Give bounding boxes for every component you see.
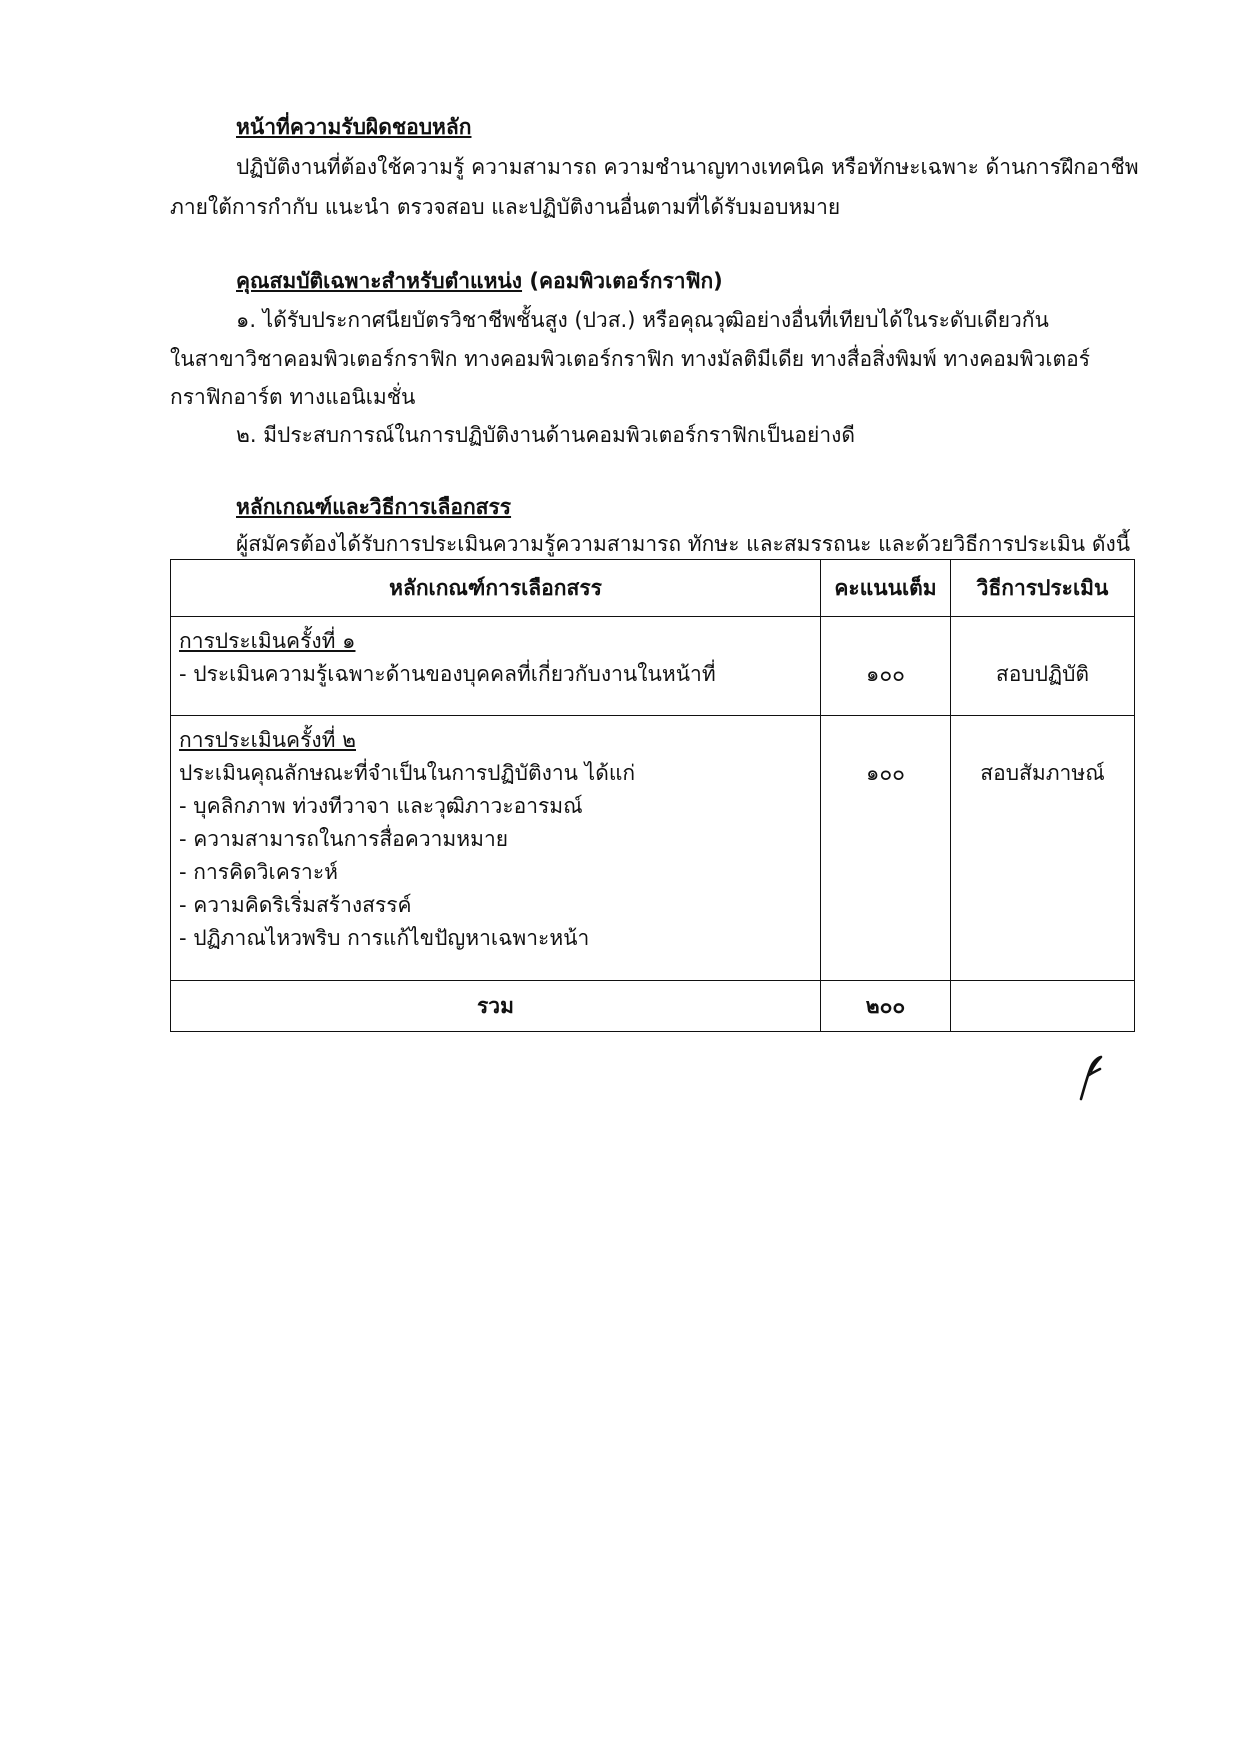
round-1-line-1: - ประเมินความรู้เฉพาะด้านของบุคคลที่เกี่ยวกับงานในหน้าที่ xyxy=(179,662,716,686)
round-2-line-5: - ความคิดริเริ่มสร้างสรรค์ xyxy=(179,893,412,917)
selection-intro: ผู้สมัครต้องได้รับการประเมินความรู้ความสามารถ ทักษะ และสมรรถนะ และด้วยวิธีการประเมิน ดังนี้ xyxy=(236,532,1131,556)
round-2-line-3: - ความสามารถในการสื่อความหมาย xyxy=(179,827,509,851)
qualification-item-1-line-1: ๑. ได้รับประกาศนียบัตรวิชาชีพชั้นสูง (ปวส.) หรือคุณวุฒิอย่างอื่นที่เทียบได้ในระดับเดียวกัน xyxy=(236,308,1049,332)
round-2-line-4: - การคิดวิเคราะห์ xyxy=(179,860,338,884)
header-full-score: คะแนนเต็ม xyxy=(821,560,951,617)
round-2-criteria-cell xyxy=(171,716,821,981)
round-1-method-cell xyxy=(951,617,1135,716)
duties-line-1: ปฏิบัติงานที่ต้องใช้ความรู้ ความสามารถ ความชำนาญทางเทคนิค หรือทักษะเฉพาะ ด้านการฝึกอาชีพ xyxy=(236,155,1139,179)
heading-qualifications-row xyxy=(236,264,723,298)
table-row-total xyxy=(171,981,1135,1032)
heading-qualifications-suffix: (คอมพิวเตอร์กราฟิก) xyxy=(522,269,723,293)
total-score: ๒๐๐ xyxy=(821,981,951,1032)
round-2-title: การประเมินครั้งที่ ๒ xyxy=(179,728,356,752)
qualification-item-1-line-2: ในสาขาวิชาคอมพิวเตอร์กราฟิก ทางคอมพิวเตอร์กราฟิก ทางมัลติมีเดีย ทางสื่อสิ่งพิมพ์ ทางคอมพิวเตอร์ xyxy=(170,347,1091,371)
round-2-line-6: - ปฏิภาณไหวพริบ การแก้ไขปัญหาเฉพาะหน้า xyxy=(179,926,590,950)
signature-initial-mark xyxy=(1075,1055,1105,1101)
table-header-row xyxy=(171,560,1135,617)
total-method xyxy=(951,981,1135,1032)
round-1-score-cell xyxy=(821,617,951,716)
heading-main-duties: หน้าที่ความรับผิดชอบหลัก xyxy=(236,115,472,139)
table-row-round-1 xyxy=(171,617,1135,716)
round-2-method-cell xyxy=(951,716,1135,981)
round-1-score: ๑๐๐ xyxy=(866,662,905,686)
round-2-method: สอบสัมภาษณ์ xyxy=(980,761,1105,785)
table-row-round-2 xyxy=(171,716,1135,981)
duties-line-2: ภายใต้การกำกับ แนะนำ ตรวจสอบ และปฏิบัติงานอื่นตามที่ได้รับมอบหมาย xyxy=(170,195,841,219)
round-1-criteria-cell xyxy=(171,617,821,716)
header-criteria: หลักเกณฑ์การเลือกสรร xyxy=(171,560,821,617)
qualification-item-1-line-3: กราฟิกอาร์ต ทางแอนิเมชั่น xyxy=(170,385,416,409)
round-2-line-1: ประเมินคุณลักษณะที่จำเป็นในการปฏิบัติงาน ได้แก่ xyxy=(179,761,636,785)
total-label: รวม xyxy=(171,981,821,1032)
qualification-item-2: ๒. มีประสบการณ์ในการปฏิบัติงานด้านคอมพิวเตอร์กราฟิกเป็นอย่างดี xyxy=(236,423,855,447)
round-1-method: สอบปฏิบัติ xyxy=(995,662,1090,686)
round-2-line-2: - บุคลิกภาพ ท่วงทีวาจา และวุฒิภาวะอารมณ์ xyxy=(179,794,583,818)
round-1-title: การประเมินครั้งที่ ๑ xyxy=(179,629,356,653)
heading-selection-criteria: หลักเกณฑ์และวิธีการเลือกสรร xyxy=(236,495,512,519)
header-method: วิธีการประเมิน xyxy=(951,560,1135,617)
heading-qualifications: คุณสมบัติเฉพาะสำหรับตำแหน่ง xyxy=(236,269,523,293)
criteria-table xyxy=(170,559,1135,1032)
round-2-score: ๑๐๐ xyxy=(866,761,905,785)
round-2-score-cell xyxy=(821,716,951,981)
